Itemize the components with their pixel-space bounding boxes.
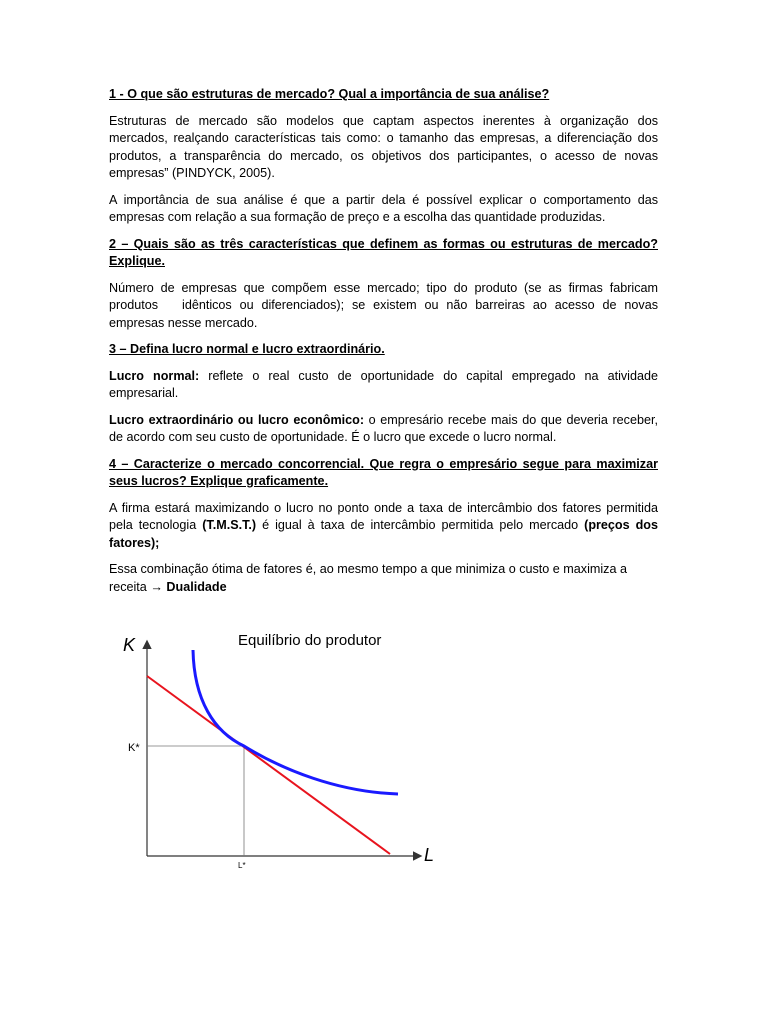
question-1-title: 1 - O que são estruturas de mercado? Qual a importância de sua análise? [109,87,550,101]
answer-2-part-a: Número de empresas que compõem esse mercado; tipo do produto (se as firmas fabricam produtos [109,280,658,312]
answer-3-paragraph-2 [109,412,658,447]
answer-1-paragraph-2: A importância de sua análise é que a partir dela é possível explicar o comportamento das empresas com relação a sua formação de preço e a escolha das quantidade produzidas. [109,192,658,224]
chart-title: Equilíbrio do produtor [238,632,382,649]
tmst-bold: (T.M.S.T.) [202,518,257,532]
answer-4-paragraph-2 [109,561,658,596]
definition-lucro-normal: reflete o real custo de oportunidade do capital empregado na atividade empresarial. [109,368,658,400]
y-tick-label: K* [128,742,140,754]
dualidade-bold: Dualidade [162,579,227,594]
answer-4-text-2: é igual à taxa de intercâmbio permitida pelo mercado [256,518,585,532]
question-4-title: 4 – Caracterize o mercado concorrencial. Que regra o empresário segue para maximizar seus lucros? Explique graficamente. [109,456,658,488]
answer-4-paragraph-1 [109,500,658,553]
answer-4-text-1: A firma estará maximizando o lucro no ponto onde a taxa de intercâmbio dos fatores permitida pela tecnologia [109,500,658,532]
answer-2-paragraph [109,280,658,333]
x-axis-label: L [424,845,435,865]
isocost-line [147,676,390,854]
arrow-glyph: → [150,579,163,594]
term-lucro-extraordinario: Lucro extraordinário ou lucro econômico: [109,412,365,427]
x-tick-label: L* [238,861,246,870]
isoquant-curve [193,650,398,794]
question-2-title: 2 – Quais são as três características que definem as formas ou estruturas de mercado? Explique. [109,236,658,268]
producer-equilibrium-chart [118,620,448,880]
question-3-title: 3 – Defina lucro normal e lucro extraordinário. [109,342,385,356]
term-lucro-normal: Lucro normal: [109,368,200,383]
precos-fatores-bold: (preços dos fatores); [109,518,658,550]
answer-3-paragraph-1 [109,368,658,403]
answer-4-text-3: Essa combinação ótima de fatores é, ao mesmo tempo a que minimiza o custo e maximiza a receita [109,562,627,594]
document-body [109,86,658,605]
definition-lucro-extraordinario: o empresário recebe mais do que deveria receber, de acordo com seu custo de oportunidade. É o lucro que excede o lucro normal. [109,412,658,444]
y-axis-label: K [123,635,136,655]
answer-1-paragraph-1: Estruturas de mercado são modelos que captam aspectos inerentes à organização dos mercados, realçando características tais como: o tamanho das empresas, a diferenciação dos produtos, a transparência do mercado, os objetivos dos participantes, o acesso de novas empresas” (PINDYCK, 2005). [109,113,658,180]
answer-2-part-b: idênticos ou diferenciados); se existem ou não barreiras ao acesso de novas empresas nesse mercado. [109,298,658,330]
